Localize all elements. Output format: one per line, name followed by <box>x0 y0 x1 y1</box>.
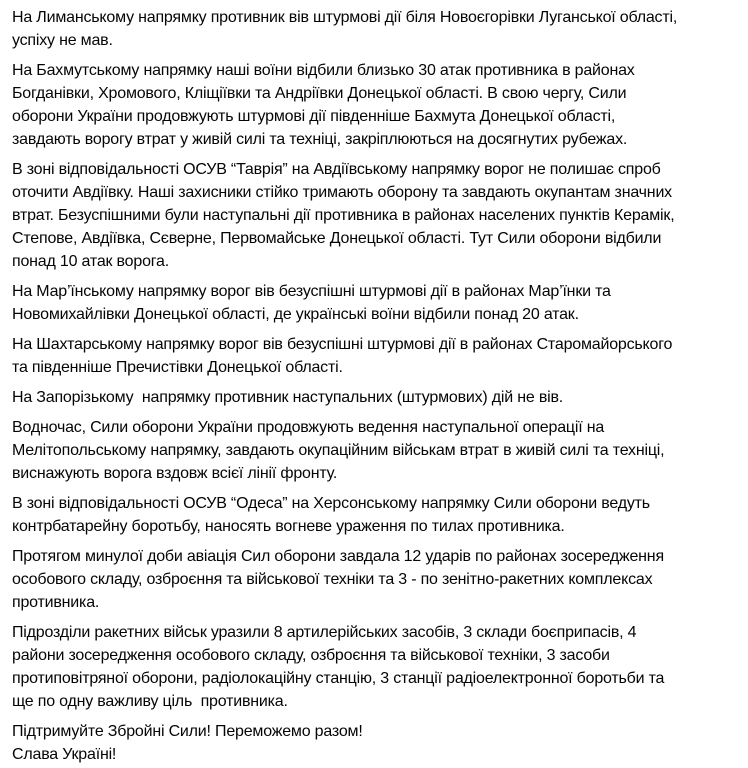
paragraph-line: райони зосередження особового складу, озброєння та військової техніки, 3 засоби <box>12 647 610 664</box>
paragraph-line: На Бахмутському напрямку наші воїни відбили близько 30 атак противника в районах <box>12 62 635 79</box>
paragraph-line: Протягом минулої доби авіація Сил оборони завдала 12 ударів по районах зосередження <box>12 548 664 565</box>
paragraph-line: На Запорізькому напрямку противник наступальних (штурмових) дій не вів. <box>12 389 564 406</box>
paragraph-line: На Лиманському напрямку противник вів штурмові дії біля Новоєгорівки Луганської області, <box>12 9 678 26</box>
post-paragraph <box>12 59 748 151</box>
post-paragraph <box>12 280 748 326</box>
post-paragraph <box>12 720 748 766</box>
post-paragraph <box>12 158 748 273</box>
post-paragraph <box>12 545 748 614</box>
paragraph-line: завдають ворогу втрат у живій силі та техніці, закріплюються на досягнутих рубежах. <box>12 131 628 148</box>
paragraph-line: Новомихайлівки Донецької області, де українські воїни відбили понад 20 атак. <box>12 306 579 323</box>
paragraph-line: втрат. Безуспішними були наступальні дії противника в районах населених пунктів Керамік, <box>12 207 675 224</box>
paragraph-line: В зоні відповідальності ОСУВ “Одеса” на Херсонському напрямку Сили оборони ведуть <box>12 495 650 512</box>
paragraph-line: оточити Авдіївку. Наші захисники стійко тримають оборону та завдають окупантам значних <box>12 184 672 201</box>
paragraph-line: виснажують ворога вздовж всієї лінії фронту. <box>12 465 338 482</box>
paragraph-line: противника. <box>12 594 100 611</box>
paragraph-line: На Шахтарському напрямку ворог вів безуспішні штурмові дії в районах Старомайорського <box>12 336 673 353</box>
post-paragraph <box>12 333 748 379</box>
paragraph-line: Водночас, Сили оборони України продовжують ведення наступальної операції на <box>12 419 605 436</box>
paragraph-line: Підтримуйте Збройні Сили! Переможемо разом! <box>12 723 363 740</box>
paragraph-line: На Мар’їнському напрямку ворог вів безуспішні штурмові дії в районах Мар’їнки та <box>12 283 611 300</box>
paragraph-line: особового складу, озброєння та військової техніки та 3 - по зенітно-ракетних комплексах <box>12 571 653 588</box>
post-paragraph <box>12 386 748 409</box>
paragraph-line: Підрозділи ракетних військ уразили 8 артилерійських засобів, 3 склади боєприпасів, 4 <box>12 624 637 641</box>
paragraph-line: ще по одну важливу ціль противника. <box>12 693 288 710</box>
post-paragraph <box>12 621 748 713</box>
paragraph-line: понад 10 атак ворога. <box>12 253 170 270</box>
paragraph-line: В зоні відповідальності ОСУВ “Таврія” на Авдіївському напрямку ворог не полишає спроб <box>12 161 661 178</box>
paragraph-line: протиповітряної оборони, радіолокаційну станцію, 3 станції радіоелектронної боротьби та <box>12 670 665 687</box>
paragraph-line: успіху не мав. <box>12 32 113 49</box>
paragraph-line: та південніше Пречистівки Донецької області. <box>12 359 343 376</box>
post-paragraph <box>12 6 748 52</box>
paragraph-line: Слава Україні! <box>12 746 117 763</box>
paragraph-line: контрбатарейну боротьбу, наносять вогневе ураження по тилах противника. <box>12 518 565 535</box>
paragraph-line: оборони України продовжують штурмові дії південніше Бахмута Донецької області, <box>12 108 616 125</box>
post-paragraph <box>12 492 748 538</box>
paragraph-line: Богданівки, Хромового, Кліщіївки та Андріївки Донецької області. В свою чергу, Сили <box>12 85 627 102</box>
paragraph-line: Степове, Авдіївка, Сєверне, Первомайське Донецької області. Тут Сили оборони відбили <box>12 230 662 247</box>
paragraph-line: Мелітопольському напрямку, завдають окупаційним військам втрат в живій силі та техніці, <box>12 442 665 459</box>
post-paragraph <box>12 416 748 485</box>
